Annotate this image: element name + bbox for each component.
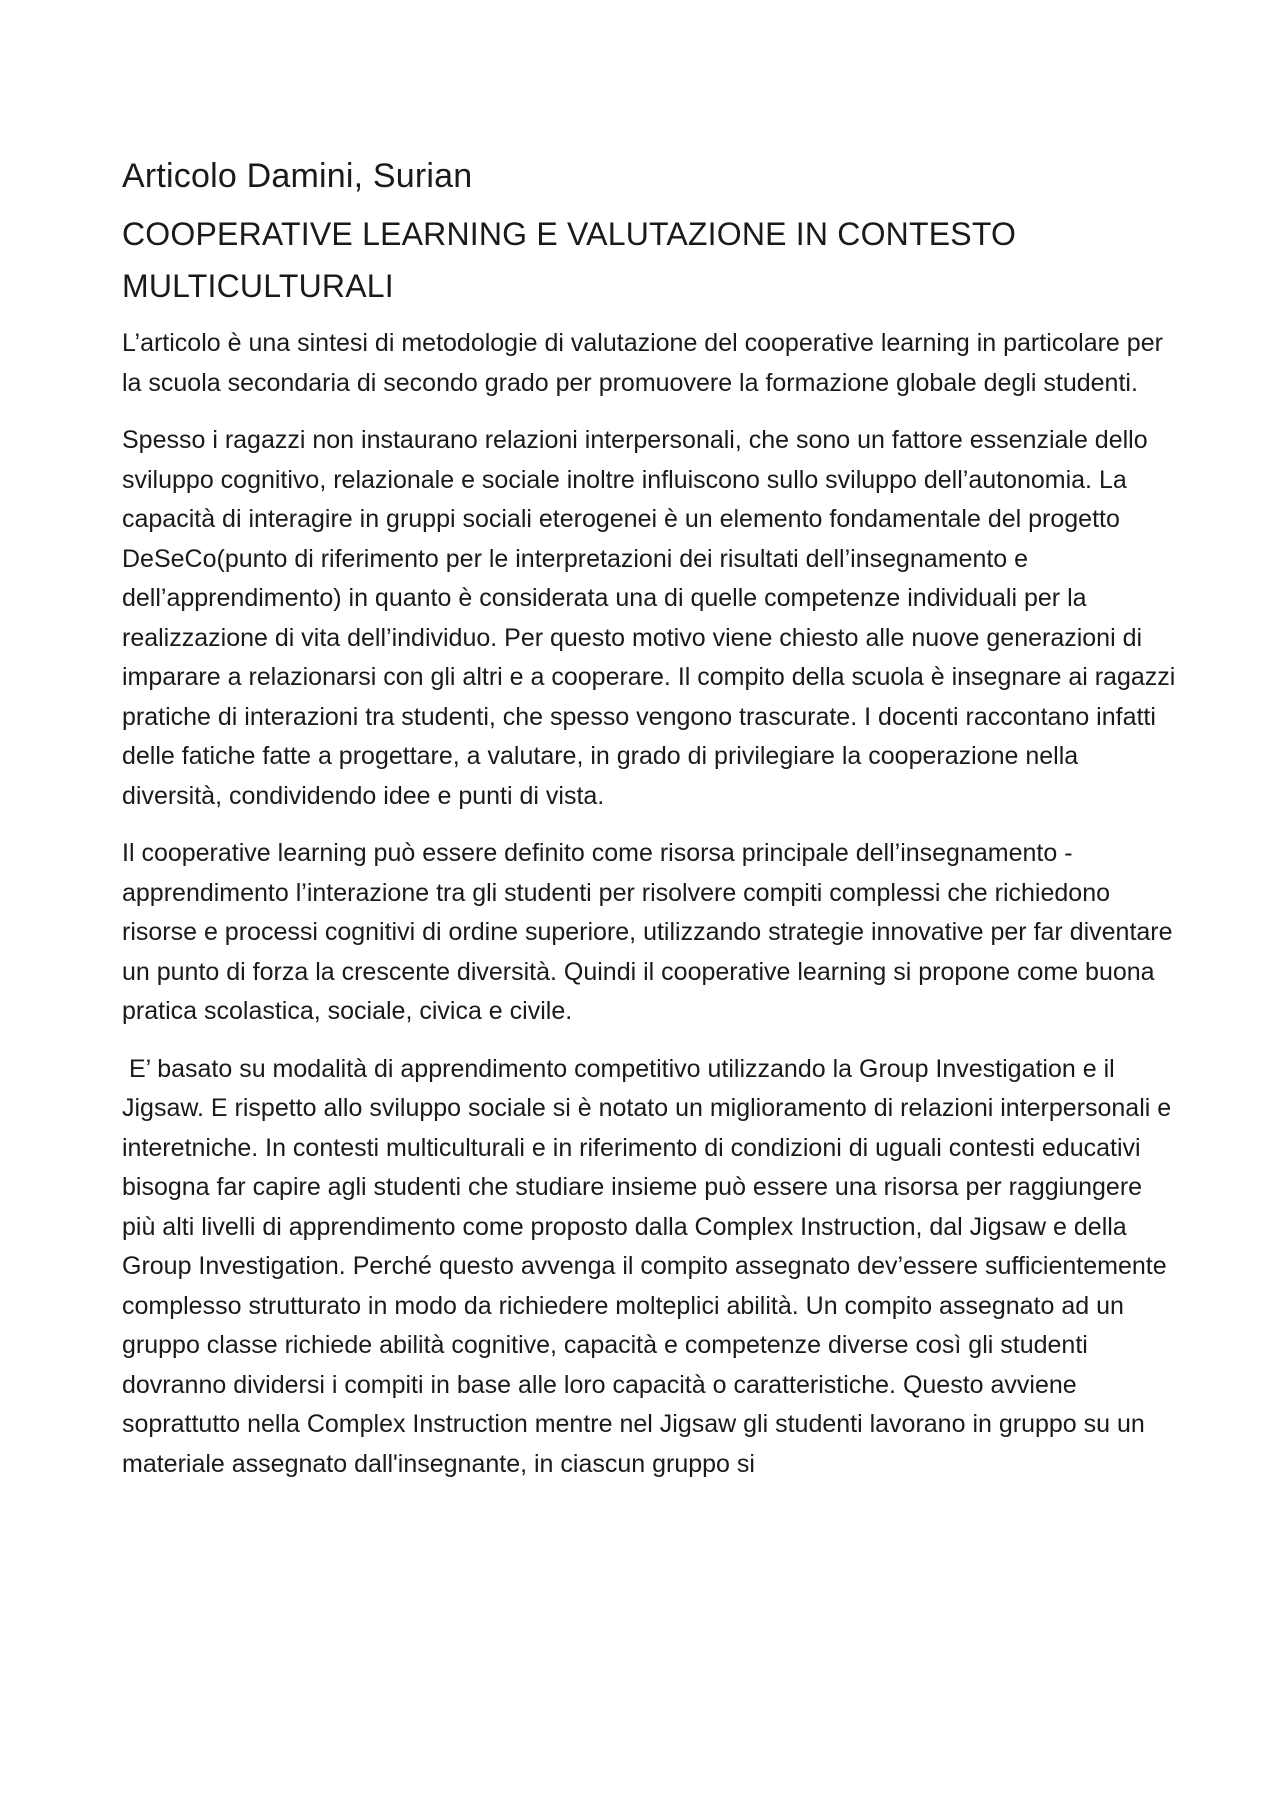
document-page — [122, 152, 1182, 1502]
paragraph-relations: Spesso i ragazzi non instaurano relazioni interpersonali, che sono un fattore essenziale dello sviluppo cognitivo, relazionale e sociale inoltre influiscono sullo sviluppo dell’autonomia. La capacità di interagire in gruppi sociali eterogenei è un elemento fondamentale del progetto DeSeCo(punto di riferimento per le interpretazioni dei risultati dell’insegnamento e dell’apprendimento) in quanto è considerata una di quelle competenze individuali per la realizzazione di vita dell’individuo. Per questo motivo viene chiesto alle nuove generazioni di imparare a relazionarsi con gli altri e a cooperare. Il compito della scuola è insegnare ai ragazzi pratiche di interazioni tra studenti, che spesso vengono trascurate. I docenti raccontano infatti delle fatiche fatte a progettare, a valutare, in grado di privilegiare la cooperazione nella diversità, condividendo idee e punti di vista. — [122, 426, 1176, 810]
document-title: COOPERATIVE LEARNING E VALUTAZIONE IN CONTESTO MULTICULTURALI — [122, 216, 1017, 304]
paragraph-definition: Il cooperative learning può essere definito come risorsa principale dell’insegnamento -apprendimento l’interazione tra gli studenti per risolvere compiti complessi che richiedono risorse e processi cognitivi di ordine superiore, utilizzando strategie innovative per far diventare un punto di forza la crescente diversità. Quindi il cooperative learning si propone come buona pratica scolastica, sociale, civica e civile. — [122, 839, 1173, 1025]
paragraph-intro: L’articolo è una sintesi di metodologie di valutazione del cooperative learning in particolare per la scuola secondaria di secondo grado per promuovere la formazione globale degli studenti. — [122, 329, 1163, 397]
document-heading: Articolo Damini, Surian — [122, 157, 473, 195]
paragraph-methods: E’ basato su modalità di apprendimento competitivo utilizzando la Group Investigation e il Jigsaw. E rispetto allo sviluppo sociale si è notato un miglioramento di relazioni interpersonali e interetniche. In contesti multiculturali e in riferimento di condizioni di uguali contesti educativi bisogna far capire agli studenti che studiare insieme può essere una risorsa per raggiungere più alti livelli di apprendimento come proposto dalla Complex Instruction, dal Jigsaw e della Group Investigation. Perché questo avvenga il compito assegnato dev’essere sufficientemente complesso strutturato in modo da richiedere molteplici abilità. Un compito assegnato ad un gruppo classe richiede abilità cognitive, capacità e competenze diverse così gli studenti dovranno dividersi i compiti in base alle loro capacità o caratteristiche. Questo avviene soprattutto nella Complex Instruction mentre nel Jigsaw gli studenti lavorano in gruppo su un materiale assegnato dall'insegnante, in ciascun gruppo si — [122, 1054, 1179, 1478]
